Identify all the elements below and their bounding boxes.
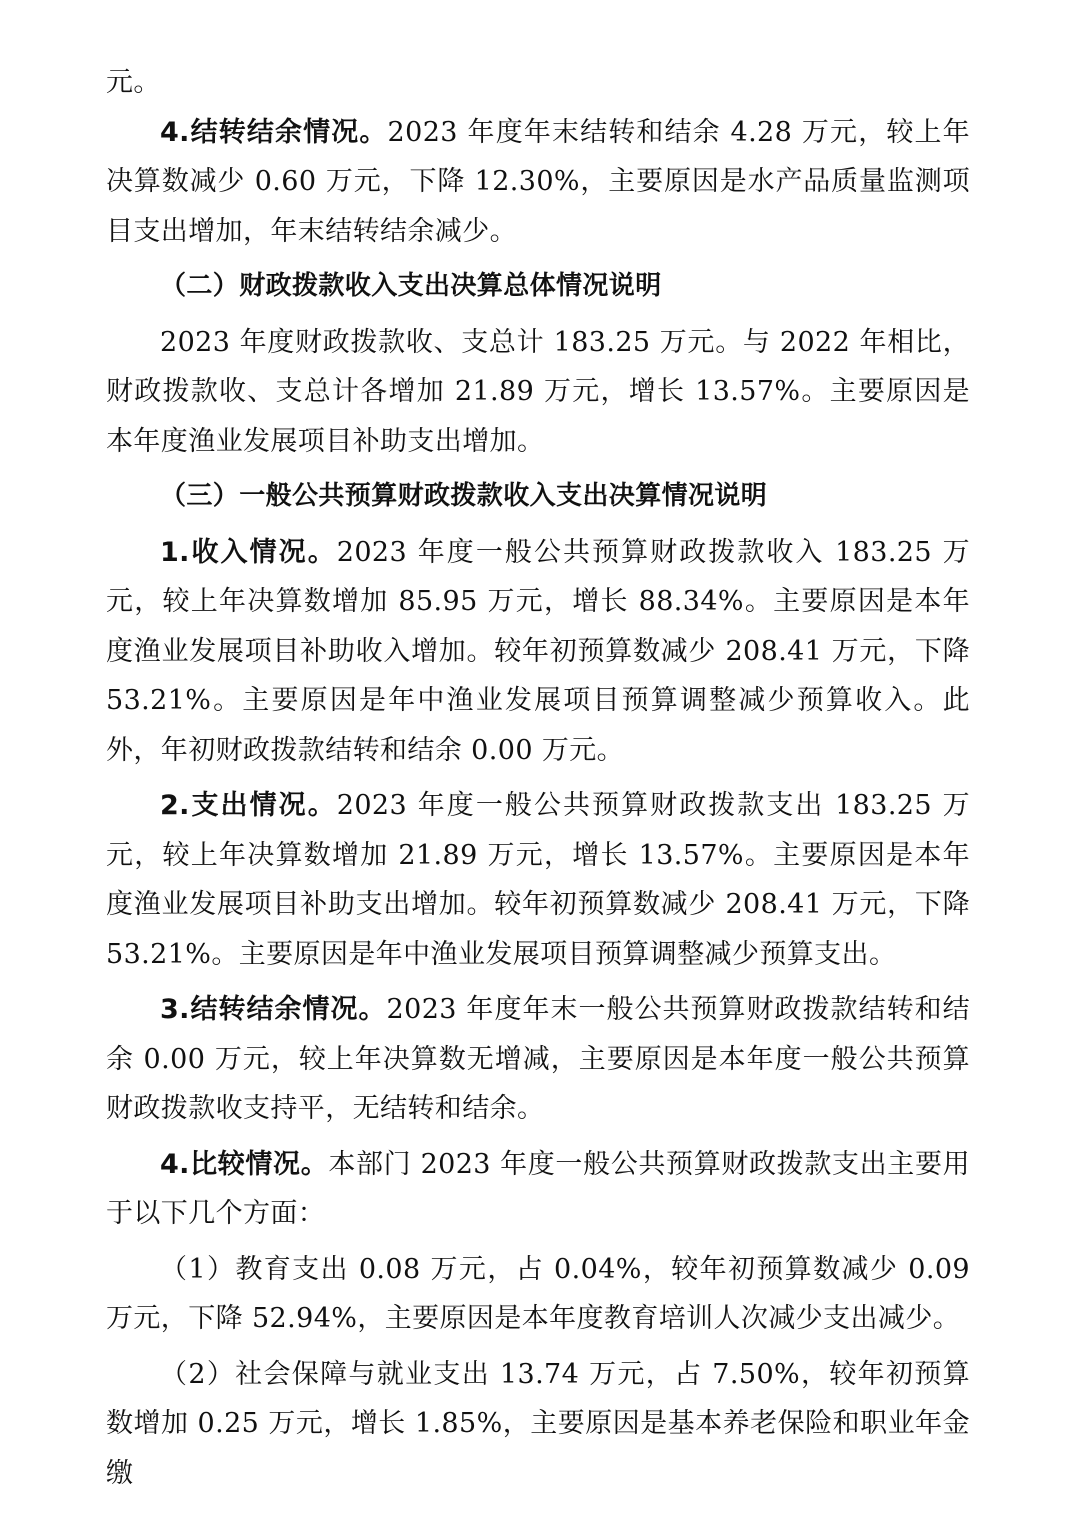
paragraph-comparison [106, 1140, 970, 1239]
paragraph-lead: 3.结转结余情况。 [160, 994, 387, 1025]
list-item-social-security [106, 1350, 970, 1499]
paragraph-text: 2023 年度财政拨款收、支总计 183.25 万元。与 2022 年相比，财政拨款收、支总计各增加 21.89 万元，增长 13.57%。主要原因是本年度渔业发展项目补助支出增加。 [106, 326, 970, 457]
paragraph-text: （1）教育支出 0.08 万元，占 0.04%，较年初预算数减少 0.09 万元，下降 52.94%，主要原因是本年度教育培训人次减少支出减少。 [106, 1253, 970, 1334]
paragraph-text: （2）社会保障与就业支出 13.74 万元，占 7.50%，较年初预算数增加 0.25 万元，增长 1.85%，主要原因是基本养老保险和职业年金缴 [106, 1358, 970, 1489]
paragraph-text: 本部门 2023 年度一般公共预算财政拨款支出主要用于以下几个方面： [106, 1148, 970, 1229]
paragraph-continuation [106, 58, 970, 108]
paragraph-text: 元。 [106, 67, 161, 98]
paragraph-fiscal-total [106, 318, 970, 467]
section-heading-2: （二）财政拨款收入支出决算总体情况说明 [160, 271, 662, 301]
paragraph-balance [106, 985, 970, 1134]
paragraph-text: 2023 年度一般公共预算财政拨款支出 183.25 万元，较上年决算数增加 21.89 万元，增长 13.57%。主要原因是本年度渔业发展项目补助支出增加。较年初预算数减少 208.41 万元，下降 53.21%。主要原因是年中渔业发展项目预算调整减少预算支出。 [106, 790, 970, 970]
paragraph-lead: 1.收入情况。 [160, 536, 337, 568]
paragraph-expenditure [106, 781, 970, 979]
document-body [106, 58, 970, 1498]
paragraph-income [106, 528, 970, 776]
paragraph-carryover-balance [106, 108, 970, 257]
section-heading-3: （三）一般公共预算财政拨款收入支出决算情况说明 [160, 481, 768, 511]
list-item-education [106, 1245, 970, 1344]
paragraph-text: 2023 年度一般公共预算财政拨款收入 183.25 万元，较上年决算数增加 85.95 万元，增长 88.34%。主要原因是本年度渔业发展项目补助收入增加。较年初预算数减少 208.41 万元，下降 53.21%。主要原因是年中渔业发展项目预算调整减少预算收入。此外，年初财政拨款结转和结余 0.00 万元。 [106, 536, 970, 766]
paragraph-lead: 4.结转结余情况。 [160, 116, 388, 148]
paragraph-lead: 2.支出情况。 [160, 790, 337, 821]
paragraph-text: 2023 年度年末结转和结余 4.28 万元，较上年决算数减少 0.60 万元，下降 12.30%，主要原因是水产品质量监测项目支出增加，年末结转结余减少。 [106, 116, 970, 247]
paragraph-lead: 4.比较情况。 [160, 1148, 329, 1180]
paragraph-text: 2023 年度年末一般公共预算财政拨款结转和结余 0.00 万元，较上年决算数无增减，主要原因是本年度一般公共预算财政拨款收支持平，无结转和结余。 [106, 994, 970, 1124]
